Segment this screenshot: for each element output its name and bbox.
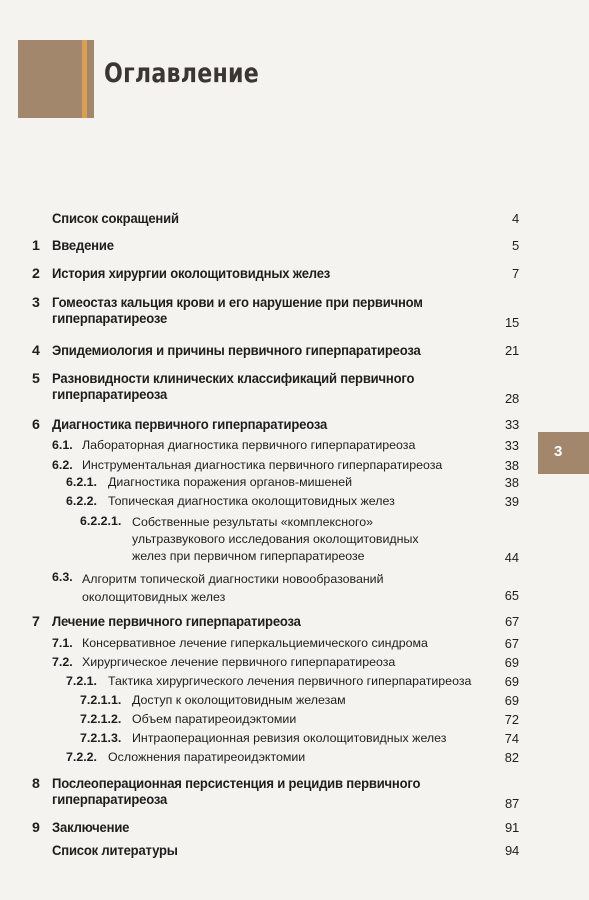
toc-entry-title: Инструментальная диагностика первичного гиперпаратиреоза bbox=[82, 458, 443, 472]
toc-entry-title-line: Послеоперационная персистенция и рецидив первичного bbox=[52, 776, 421, 792]
toc-entry-number: 7 bbox=[32, 614, 40, 630]
toc-entry-page: 28 bbox=[504, 391, 519, 406]
toc-entry-page: 72 bbox=[504, 712, 519, 727]
toc-entry-title-line: Гомеостаз кальция крови и его нарушение при первичном bbox=[52, 295, 423, 311]
toc-entry-number: 3 bbox=[32, 295, 40, 311]
toc-entry-title: Введение bbox=[52, 238, 114, 254]
toc-entry-number: 6.2.2.1. bbox=[80, 514, 122, 528]
toc-entry-number: 7.2.2. bbox=[66, 750, 98, 764]
toc-entry-title-line: гиперпаратиреоза bbox=[52, 387, 168, 403]
toc-entry-title bbox=[52, 295, 423, 327]
toc-entry-title-line: околощитовидных желез bbox=[82, 590, 226, 604]
toc-entry-number: 7.2.1.2. bbox=[80, 712, 122, 726]
toc-entry-page: 5 bbox=[511, 238, 519, 253]
toc-entry-title-line: желез при первичном гиперпаратиреозе bbox=[132, 549, 365, 563]
toc-entry-number: 7.1. bbox=[52, 636, 73, 650]
toc-entry-page: 67 bbox=[504, 636, 519, 651]
toc-entry-number: 7.2. bbox=[52, 655, 73, 669]
toc-entry-page: 38 bbox=[504, 475, 519, 490]
toc-entry-page: 94 bbox=[504, 843, 519, 858]
toc-entry-number: 7.2.1.3. bbox=[80, 731, 122, 745]
toc-entry-title-line: Собственные результаты «комплексного» bbox=[132, 515, 374, 529]
toc-entry-title: Заключение bbox=[52, 820, 130, 836]
toc-entry-title-line: гиперпаратиреозе bbox=[52, 311, 168, 327]
toc-entry-number: 4 bbox=[32, 343, 40, 359]
toc-entry-title: Осложнения паратиреоидэктомии bbox=[108, 750, 306, 764]
toc-entry-page: 69 bbox=[504, 674, 519, 689]
toc-entry-title bbox=[52, 371, 414, 403]
toc-entry-page: 38 bbox=[504, 458, 519, 473]
toc-entry-title-line: Алгоритм топической диагностики новообразований bbox=[82, 572, 384, 586]
toc-entry-number: 8 bbox=[32, 776, 40, 792]
toc-entry-title: История хирургии околощитовидных желез bbox=[52, 266, 331, 282]
toc-entry-page: 82 bbox=[504, 750, 519, 765]
toc-entry-title: Лечение первичного гиперпаратиреоза bbox=[52, 614, 301, 630]
toc-entry-title: Лабораторная диагностика первичного гиперпаратиреоза bbox=[82, 438, 416, 452]
toc-entry-page: 74 bbox=[504, 731, 519, 746]
toc-entry-number: 6 bbox=[32, 417, 40, 433]
toc-entry-title: Хирургическое лечение первичного гиперпаратиреоза bbox=[82, 655, 396, 669]
toc-entry-title: Консервативное лечение гиперкальциемического синдрома bbox=[82, 636, 428, 650]
toc-entry-page: 21 bbox=[504, 343, 519, 358]
toc-entry-number: 7.2.1. bbox=[66, 674, 98, 688]
toc-entry-title: Диагностика первичного гиперпаратиреоза bbox=[52, 417, 328, 433]
toc-entry-number: 5 bbox=[32, 371, 40, 387]
toc-entry-title-line: Разновидности клинических классификаций первичного bbox=[52, 371, 415, 387]
toc-entry-page: 44 bbox=[504, 550, 519, 565]
toc-entry-title bbox=[52, 776, 420, 808]
toc-entry-page: 69 bbox=[504, 655, 519, 670]
toc-entry-title bbox=[132, 514, 419, 565]
toc-entry-page: 87 bbox=[504, 796, 519, 811]
toc-entry-number: 6.3. bbox=[52, 570, 73, 584]
toc-entry-number: 6.2. bbox=[52, 458, 73, 472]
toc-entry-title: Эпидемиология и причины первичного гиперпаратиреоза bbox=[52, 343, 421, 359]
toc-entry-page: 67 bbox=[504, 614, 519, 629]
toc-entry-page: 4 bbox=[511, 211, 519, 226]
toc-entry-title bbox=[82, 570, 384, 606]
toc-entry-number: 9 bbox=[32, 820, 40, 836]
toc-entry-title-line: ультразвукового исследования околощитовидных bbox=[132, 532, 419, 546]
toc-entry-title: Интраоперационная ревизия околощитовидных желез bbox=[132, 731, 447, 745]
toc-entry-page: 91 bbox=[504, 820, 519, 835]
toc-entry-title: Диагностика поражения органов-мишеней bbox=[108, 475, 353, 489]
toc-entry-page: 33 bbox=[504, 417, 519, 432]
toc-entry-page: 65 bbox=[504, 588, 519, 603]
header-accent-stripe bbox=[82, 40, 87, 118]
page-title: Оглавление bbox=[104, 58, 260, 89]
toc-entry-title: Доступ к околощитовидным железам bbox=[132, 693, 346, 707]
toc-entry-title: Топическая диагностика околощитовидных желез bbox=[108, 494, 395, 508]
toc-entry-number: 6.2.2. bbox=[66, 494, 98, 508]
toc-entry-title: Тактика хирургического лечения первичного гиперпаратиреоза bbox=[108, 674, 472, 688]
toc-entry-title: Список сокращений bbox=[52, 211, 179, 227]
toc-entry-page: 39 bbox=[504, 494, 519, 509]
toc-entry-number: 6.1. bbox=[52, 438, 73, 452]
toc-entry-number: 1 bbox=[32, 238, 40, 254]
toc-entry-number: 2 bbox=[32, 266, 40, 282]
toc-entry-page: 7 bbox=[511, 266, 519, 281]
toc-entry-page: 69 bbox=[504, 693, 519, 708]
toc-entry-title-line: гиперпаратиреоза bbox=[52, 792, 168, 808]
toc-entry-number: 7.2.1.1. bbox=[80, 693, 122, 707]
chapter-side-tab-label: 3 bbox=[554, 443, 563, 460]
toc-entry-title: Объем паратиреоидэктомии bbox=[132, 712, 297, 726]
chapter-side-tab bbox=[538, 432, 589, 474]
toc-entry-page: 33 bbox=[504, 438, 519, 453]
toc-entry-title: Список литературы bbox=[52, 843, 178, 859]
toc-entry-number: 6.2.1. bbox=[66, 475, 98, 489]
toc-entry-page: 15 bbox=[504, 315, 519, 330]
